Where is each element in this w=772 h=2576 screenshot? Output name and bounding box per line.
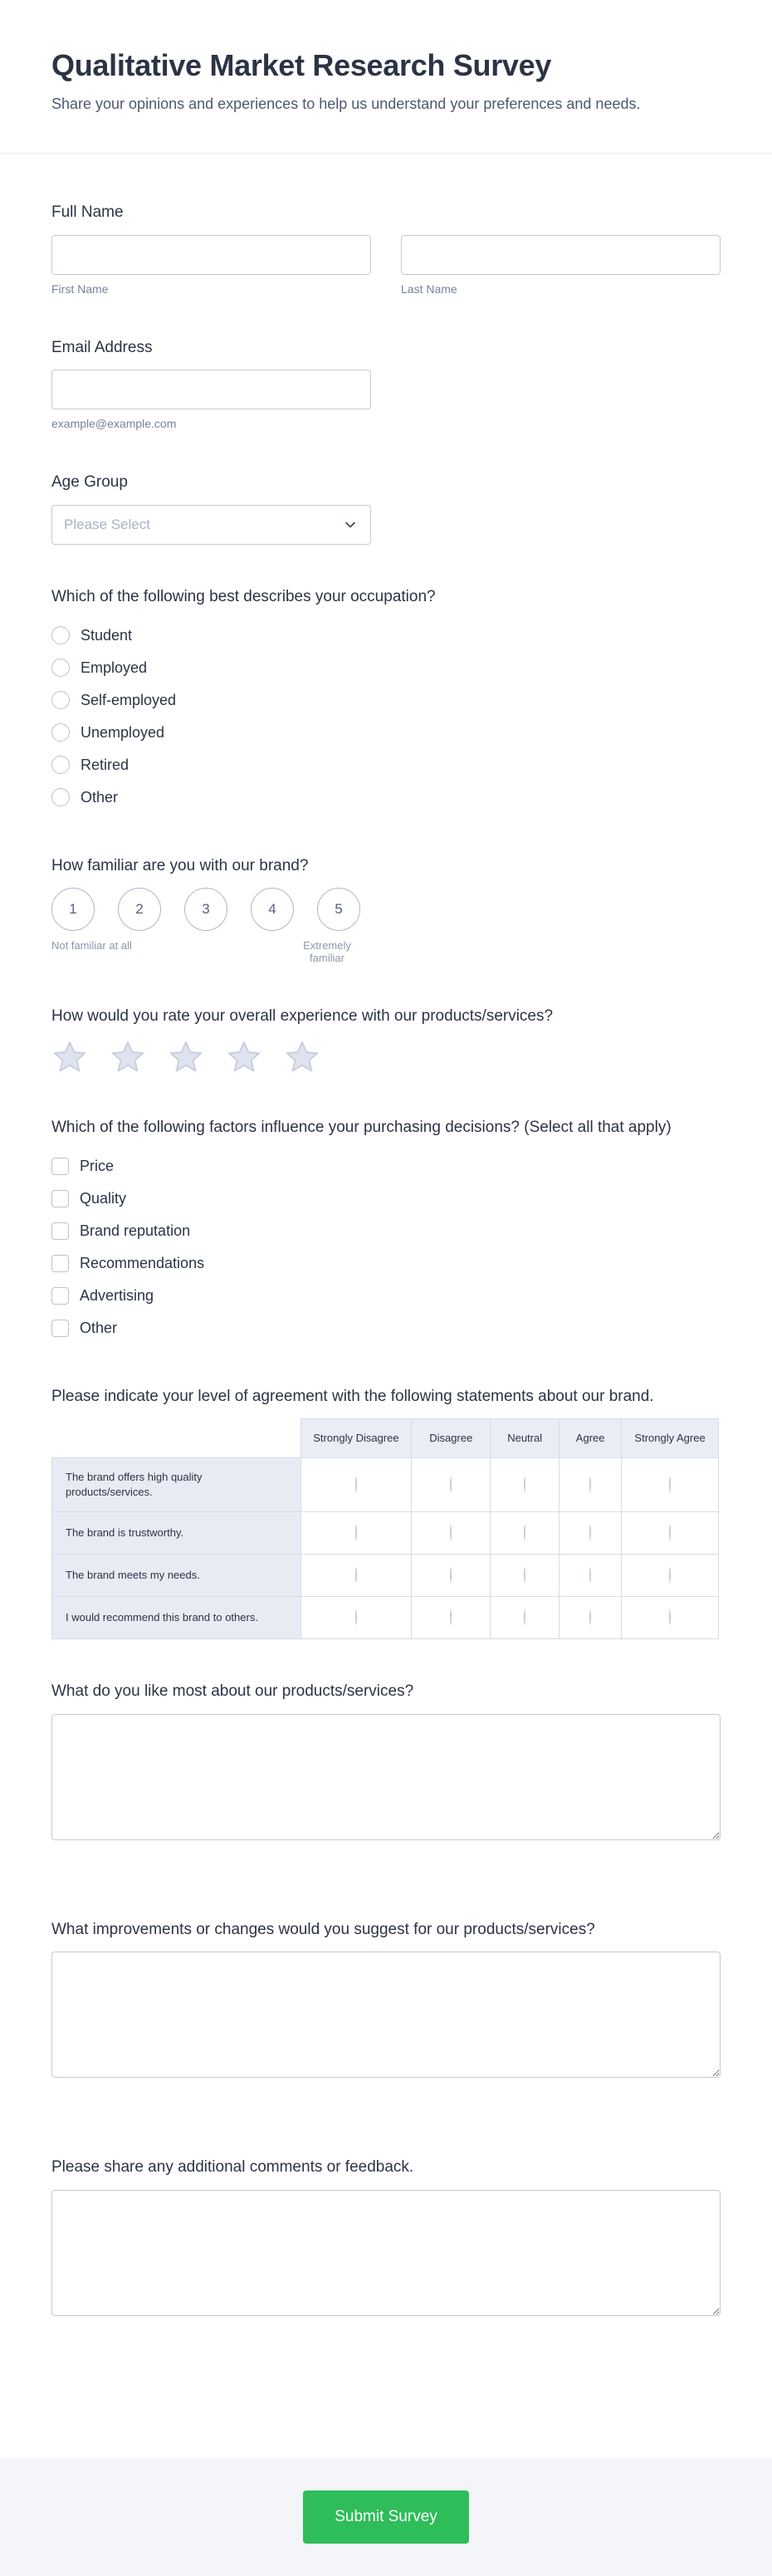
form-title: Qualitative Market Research Survey: [51, 48, 552, 82]
occupation-option-retired[interactable]: [51, 749, 721, 781]
option-label: Price: [80, 1157, 115, 1174]
matrix-cell[interactable]: [412, 1512, 491, 1555]
question-occupation: [51, 586, 721, 814]
radio-icon[interactable]: [355, 1609, 357, 1625]
radio-icon[interactable]: [450, 1609, 452, 1625]
star-icon[interactable]: [168, 1039, 204, 1075]
checkbox-icon[interactable]: [51, 1158, 69, 1175]
option-label: Other: [80, 1319, 118, 1336]
factor-option-price[interactable]: [51, 1150, 721, 1183]
checkbox-icon[interactable]: [51, 1222, 69, 1240]
radio-icon[interactable]: [450, 1567, 452, 1583]
occupation-option-employed[interactable]: [51, 652, 721, 684]
matrix-row-label: I would recommend this brand to others.: [52, 1597, 301, 1639]
matrix-cell[interactable]: [622, 1555, 719, 1597]
matrix-cell[interactable]: [412, 1555, 491, 1597]
radio-icon[interactable]: [355, 1477, 357, 1492]
email-label: Email Address: [51, 338, 153, 356]
radio-icon[interactable]: [51, 626, 70, 644]
last-name-input[interactable]: [401, 235, 721, 275]
option-label: Advertising: [80, 1286, 154, 1304]
question-age-group: [51, 472, 721, 545]
matrix-row: [52, 1597, 719, 1639]
submit-button[interactable]: Submit Survey: [303, 2490, 469, 2544]
first-name-sublabel: First Name: [51, 282, 109, 296]
matrix-cell[interactable]: [412, 1457, 491, 1511]
form-footer: [0, 2458, 772, 2576]
like-most-label: What do you like most about our products/services?: [51, 1682, 414, 1701]
matrix-column-header: Strongly Disagree: [300, 1419, 412, 1458]
form-body: [0, 154, 772, 2458]
comments-textarea[interactable]: [51, 2190, 721, 2316]
radio-icon[interactable]: [355, 1567, 357, 1583]
matrix-cell[interactable]: [300, 1512, 412, 1555]
chevron-down-icon: [342, 517, 359, 533]
radio-icon[interactable]: [524, 1567, 525, 1583]
form-header: [0, 0, 772, 115]
radio-icon[interactable]: [589, 1609, 591, 1625]
scale-option-3[interactable]: 3: [184, 888, 227, 931]
email-field: [51, 370, 721, 430]
question-agreement-matrix: [51, 1386, 721, 1640]
radio-icon[interactable]: [51, 723, 70, 742]
radio-icon[interactable]: [589, 1567, 591, 1583]
radio-icon[interactable]: [669, 1525, 671, 1540]
question-comments: [51, 2157, 721, 2320]
full-name-label: Full Name: [51, 203, 124, 222]
star-rating: [51, 1039, 721, 1075]
matrix-row: [52, 1457, 719, 1511]
like-most-textarea[interactable]: [51, 1714, 721, 1840]
radio-icon[interactable]: [51, 756, 70, 774]
matrix-cell[interactable]: [491, 1512, 559, 1555]
scale-labels: [51, 939, 360, 964]
checkbox-icon[interactable]: [51, 1190, 69, 1207]
radio-icon[interactable]: [450, 1477, 452, 1492]
age-group-label: Age Group: [51, 473, 128, 492]
occupation-option-other[interactable]: [51, 781, 721, 814]
checkbox-icon[interactable]: [51, 1320, 69, 1337]
star-icon[interactable]: [51, 1039, 88, 1075]
matrix-cell[interactable]: [300, 1457, 412, 1511]
radio-icon[interactable]: [524, 1525, 525, 1540]
matrix-cell[interactable]: [622, 1457, 719, 1511]
matrix-cell[interactable]: [622, 1512, 719, 1555]
factor-option-other[interactable]: [51, 1312, 721, 1344]
improvements-textarea[interactable]: [51, 1952, 721, 2078]
matrix-corner-cell: [52, 1419, 301, 1458]
option-label: Brand reputation: [80, 1222, 191, 1239]
first-name-field: [51, 235, 371, 296]
radio-icon[interactable]: [669, 1609, 671, 1625]
radio-icon[interactable]: [51, 788, 70, 806]
factor-option-brand-reputation[interactable]: [51, 1215, 721, 1247]
matrix-column-header: Agree: [559, 1419, 622, 1458]
option-label: Recommendations: [80, 1254, 205, 1271]
experience-rating-label: How would you rate your overall experience with our products/services?: [51, 1007, 554, 1026]
matrix-cell[interactable]: [491, 1597, 559, 1639]
matrix-cell[interactable]: [559, 1457, 622, 1511]
last-name-sublabel: Last Name: [401, 282, 457, 296]
scale-option-5[interactable]: 5: [317, 888, 360, 931]
radio-icon[interactable]: [51, 659, 70, 677]
matrix-column-header: Neutral: [491, 1419, 559, 1458]
question-improvements: [51, 1919, 721, 2083]
option-label: Self-employed: [81, 691, 177, 708]
scale-min-label: Not familiar at all: [51, 939, 132, 953]
occupation-option-self-employed[interactable]: [51, 684, 721, 717]
familiarity-scale: [51, 888, 721, 931]
scale-option-4[interactable]: 4: [251, 888, 294, 931]
matrix-cell[interactable]: [559, 1512, 622, 1555]
matrix-row-label: The brand meets my needs.: [52, 1555, 301, 1597]
radio-icon[interactable]: [669, 1477, 671, 1492]
checkbox-icon[interactable]: [51, 1287, 69, 1305]
matrix-column-header: Strongly Agree: [622, 1419, 719, 1458]
question-experience-rating: [51, 1006, 721, 1075]
matrix-cell[interactable]: [412, 1597, 491, 1639]
age-group-placeholder: Please Select: [64, 517, 150, 533]
radio-icon[interactable]: [589, 1525, 591, 1540]
factor-option-recommendations[interactable]: [51, 1247, 721, 1280]
first-name-input[interactable]: [51, 235, 371, 275]
matrix-cell[interactable]: [559, 1555, 622, 1597]
radio-icon[interactable]: [450, 1525, 452, 1540]
star-icon[interactable]: [226, 1039, 262, 1075]
option-label: Quality: [80, 1189, 127, 1207]
option-label: Other: [81, 788, 119, 806]
option-label: Employed: [81, 659, 148, 676]
matrix-cell[interactable]: [300, 1597, 412, 1639]
matrix-row-label: The brand is trustworthy.: [52, 1512, 301, 1555]
option-label: Unemployed: [81, 723, 165, 741]
radio-icon[interactable]: [355, 1525, 357, 1540]
radio-icon[interactable]: [589, 1477, 591, 1492]
question-email: [51, 337, 721, 431]
agreement-matrix-label: Please indicate your level of agreement with the following statements about our brand.: [51, 1387, 654, 1405]
matrix-cell[interactable]: [491, 1555, 559, 1597]
checkbox-icon[interactable]: [51, 1255, 69, 1272]
purchase-factors-label: Which of the following factors influence your purchasing decisions? (Select all that apply): [51, 1118, 672, 1136]
scale-option-2[interactable]: 2: [118, 888, 161, 931]
matrix-row: [52, 1555, 719, 1597]
matrix-cell[interactable]: [622, 1597, 719, 1639]
option-label: Retired: [81, 756, 129, 773]
scale-option-1[interactable]: 1: [51, 888, 95, 931]
email-sublabel: example@example.com: [51, 417, 177, 431]
agreement-matrix-table: [51, 1418, 719, 1639]
last-name-field: [401, 235, 721, 296]
occupation-label: Which of the following best describes your occupation?: [51, 588, 436, 606]
question-full-name: [51, 202, 721, 296]
matrix-cell[interactable]: [300, 1555, 412, 1597]
question-purchase-factors: [51, 1117, 721, 1344]
radio-icon[interactable]: [524, 1609, 525, 1625]
option-label: Student: [81, 626, 133, 644]
matrix-cell[interactable]: [491, 1457, 559, 1511]
matrix-column-header: Disagree: [412, 1419, 491, 1458]
improvements-label: What improvements or changes would you suggest for our products/services?: [51, 1920, 595, 1938]
matrix-row-label: The brand offers high quality products/services.: [52, 1457, 301, 1511]
radio-icon[interactable]: [524, 1477, 525, 1492]
name-row: [51, 235, 721, 296]
matrix-header-row: [52, 1419, 719, 1458]
familiarity-label: How familiar are you with our brand?: [51, 856, 309, 874]
scale-max-label: Extremely familiar: [303, 939, 351, 965]
age-group-select[interactable]: [51, 505, 371, 545]
factor-option-advertising[interactable]: [51, 1280, 721, 1312]
matrix-cell[interactable]: [559, 1597, 622, 1639]
occupation-option-unemployed[interactable]: [51, 717, 721, 749]
question-familiarity: [51, 855, 721, 965]
form-subtitle: Share your opinions and experiences to help us understand your preferences and needs.: [51, 95, 641, 112]
factor-option-quality[interactable]: [51, 1183, 721, 1215]
matrix-row: [52, 1512, 719, 1555]
radio-icon[interactable]: [669, 1567, 671, 1583]
occupation-option-student[interactable]: [51, 620, 721, 652]
question-like-most: [51, 1681, 721, 1844]
radio-icon[interactable]: [51, 691, 70, 709]
email-input[interactable]: [51, 370, 371, 409]
star-icon[interactable]: [284, 1039, 320, 1075]
star-icon[interactable]: [110, 1039, 146, 1075]
comments-label: Please share any additional comments or feedback.: [51, 2158, 414, 2177]
